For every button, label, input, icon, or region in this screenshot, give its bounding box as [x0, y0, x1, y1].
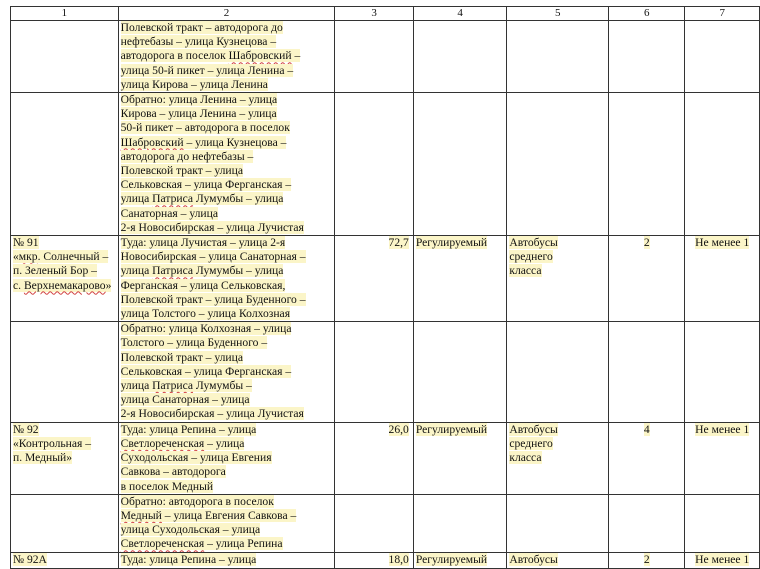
route-path-line — [121, 107, 333, 121]
route-path-line — [121, 379, 333, 393]
column-number: 1 — [11, 7, 119, 21]
table-row — [11, 494, 760, 552]
route-path-line-text: Ферганская – улица Сельковская, — [120, 278, 286, 292]
route-path-line — [121, 221, 333, 235]
bus-class-text: среднего — [509, 250, 553, 264]
spellcheck-word: мкр — [18, 250, 38, 264]
route-path-line — [121, 250, 333, 264]
route-path-line-text: Толстого – улица Буденного – — [120, 336, 268, 350]
route-path-line — [121, 207, 333, 221]
route-path-cell — [118, 236, 335, 322]
distance-cell — [335, 21, 414, 93]
route-path-line-text: улица Кирова – улица Ленина — [120, 77, 268, 91]
route-name-line-text: «мкр. Солнечный – — [13, 250, 109, 264]
route-path-line-text: улица 50-й пикет – улица Ленина – — [120, 63, 294, 77]
distance-value: 72,7 — [388, 236, 409, 250]
route-path-line — [121, 553, 333, 567]
route-name-cell — [11, 93, 119, 236]
route-path-line — [121, 264, 333, 278]
route-path-line-text: Туда: улица Лучистая – улица 2-я — [120, 236, 286, 250]
route-path-line-text: улица Санаторная – улица — [120, 393, 250, 407]
route-name-cell — [11, 322, 119, 422]
route-path-line-text: улица Патриса Лумумбы – улица — [120, 192, 284, 206]
route-path-line-text: Новосибирская – улица Санаторная – — [120, 250, 306, 264]
route-name-line — [13, 553, 116, 567]
bus-class-text: среднего — [509, 436, 553, 450]
interval-cell — [685, 422, 760, 494]
distance-cell — [335, 322, 414, 422]
route-path-line-text: автодорога до нефтебазы – — [120, 149, 254, 163]
route-path-line — [121, 480, 333, 494]
regime-cell — [413, 93, 507, 236]
route-path-line — [121, 351, 333, 365]
spellcheck-word: Патриса — [152, 379, 194, 393]
route-path-line-text: Светлореченская – улица Репина — [120, 537, 283, 551]
interval-cell — [685, 494, 760, 552]
bus-class-text: класса — [509, 264, 542, 278]
distance-cell — [335, 494, 414, 552]
spellcheck-word: Светлореченская — [120, 537, 205, 551]
regime-cell — [413, 552, 507, 568]
route-path-cell — [118, 552, 335, 568]
route-path-line — [121, 121, 333, 135]
column-number: 7 — [685, 7, 760, 21]
table-row — [11, 322, 760, 422]
interval-cell — [685, 21, 760, 93]
route-name-cell — [11, 494, 119, 552]
route-name-line — [13, 264, 116, 278]
bus-class-cell — [507, 236, 609, 322]
route-path-line-text: в поселок Медный — [120, 479, 214, 493]
route-path-line-text: улица Патриса Лумумбы – улица — [120, 264, 284, 278]
bus-class-line — [509, 264, 606, 278]
route-path-line — [121, 307, 333, 321]
route-path-cell — [118, 21, 335, 93]
distance-cell — [335, 422, 414, 494]
route-path-line-text: Туда: улица Репина – улица — [120, 422, 257, 436]
route-path-line-text: 2-я Новосибирская – улица Лучистая — [120, 220, 304, 234]
route-name-line — [13, 423, 116, 437]
table-row — [11, 93, 760, 236]
interval-cell — [685, 236, 760, 322]
bus-class-text: Автобусы — [509, 422, 558, 436]
route-path-line-text: Савкова – автодорога — [120, 465, 226, 479]
distance-cell — [335, 552, 414, 568]
route-path-line-text: Сельковская – улица Ферганская – — [120, 178, 292, 192]
bus-count-value: 2 — [643, 236, 650, 250]
route-path-line-text: нефтебазы – улица Кузнецова – — [120, 35, 277, 49]
route-path-line — [121, 407, 333, 421]
interval-value: Не менее 1 — [695, 422, 750, 436]
regime-value: Регулируемый — [415, 236, 488, 250]
route-path-line — [121, 451, 333, 465]
bus-class-line — [509, 423, 606, 437]
bus-class-text: Автобусы — [509, 552, 558, 566]
regime-cell — [413, 322, 507, 422]
route-name-cell — [11, 236, 119, 322]
bus-count-value: 2 — [643, 552, 650, 566]
bus-class-line — [509, 236, 606, 250]
table-row — [11, 236, 760, 322]
interval-cell — [685, 552, 760, 568]
bus-class-cell — [507, 93, 609, 236]
route-path-line — [121, 509, 333, 523]
route-name-line — [13, 437, 116, 451]
route-path-line-text: Светлореченская – улица — [120, 436, 245, 450]
route-path-line — [121, 178, 333, 192]
route-path-line-text: Кирова – улица Ленина – улица — [120, 107, 277, 121]
regime-value: Регулируемый — [415, 552, 488, 566]
route-name-line — [13, 250, 116, 264]
bus-class-line — [509, 451, 606, 465]
route-path-line-text: Туда: улица Репина – улица — [120, 552, 257, 566]
bus-class-cell — [507, 552, 609, 568]
route-path-line-text: улица Суходольская – улица — [120, 523, 261, 537]
interval-value: Не менее 1 — [695, 236, 750, 250]
route-path-line — [121, 537, 333, 551]
route-path-line — [121, 136, 333, 150]
bus-class-text: Автобусы — [509, 236, 558, 250]
route-path-line — [121, 495, 333, 509]
table-row — [11, 552, 760, 568]
route-path-line — [121, 164, 333, 178]
regime-value: Регулируемый — [415, 422, 488, 436]
route-path-line-text: 2-я Новосибирская – улица Лучистая — [120, 407, 304, 421]
route-name-line-text: п. Зеленый Бор – — [13, 264, 97, 278]
route-name-line-text: «Контрольная – — [13, 436, 92, 450]
spellcheck-word: Верхнемакарово — [23, 278, 106, 292]
bus-count-cell — [609, 422, 685, 494]
route-path-line — [121, 64, 333, 78]
route-path-line-text: улица Толстого – улица Колхозная — [120, 307, 291, 321]
regime-cell — [413, 422, 507, 494]
bus-class-line — [509, 437, 606, 451]
route-path-line — [121, 437, 333, 451]
bus-class-line — [509, 250, 606, 264]
route-name-cell — [11, 552, 119, 568]
table-row — [11, 21, 760, 93]
route-path-line-text: Шабровский – улица Кузнецова – — [120, 135, 287, 149]
bus-count-cell — [609, 322, 685, 422]
route-path-line-text: Суходольская – улица Евгения — [120, 451, 272, 465]
route-path-line — [121, 365, 333, 379]
route-name-line — [13, 236, 116, 250]
bus-count-cell — [609, 552, 685, 568]
route-path-line — [121, 322, 333, 336]
route-path-line-text: Полевской тракт – автодорога до — [120, 21, 283, 34]
column-number: 3 — [335, 7, 414, 21]
route-path-line-text: Полевской тракт – улица — [120, 164, 243, 178]
distance-value: 26,0 — [388, 422, 409, 436]
route-name-cell — [11, 422, 119, 494]
route-path-line — [121, 293, 333, 307]
route-path-line — [121, 236, 333, 250]
route-path-line — [121, 35, 333, 49]
route-path-line — [121, 279, 333, 293]
column-number: 6 — [609, 7, 685, 21]
route-path-line-text: Обратно: улица Ленина – улица — [120, 93, 278, 107]
regime-cell — [413, 236, 507, 322]
bus-class-text: класса — [509, 451, 542, 465]
bus-count-cell — [609, 236, 685, 322]
spellcheck-word: Светлореченская — [120, 436, 205, 450]
route-path-line — [121, 78, 333, 92]
bus-class-cell — [507, 21, 609, 93]
route-path-line-text: 50-й пикет – автодорога в поселок — [120, 121, 290, 135]
route-path-line — [121, 336, 333, 350]
route-path-line-text: улица Патриса Лумумбы – — [120, 379, 252, 393]
route-path-line-text: Полевской тракт – улица Буденного – — [120, 292, 306, 306]
route-path-line — [121, 393, 333, 407]
bus-class-cell — [507, 322, 609, 422]
route-name-line-text: № 92 — [13, 422, 39, 436]
interval-cell — [685, 93, 760, 236]
interval-value: Не менее 1 — [695, 552, 750, 566]
route-path-line — [121, 423, 333, 437]
distance-cell — [335, 236, 414, 322]
spellcheck-word: Патриса — [152, 264, 194, 278]
regime-cell — [413, 21, 507, 93]
spellcheck-word: Шабровский — [120, 135, 184, 149]
route-path-line-text: Обратно: улица Колхозная – улица — [120, 322, 292, 336]
route-path-line-text: Сельковская – улица Ферганская – — [120, 364, 292, 378]
bus-class-cell — [507, 494, 609, 552]
bus-class-cell — [507, 422, 609, 494]
route-path-line — [121, 49, 333, 63]
table-row — [11, 422, 760, 494]
route-path-line-text: автодорога в поселок Шабровский – — [120, 49, 301, 63]
route-name-line — [13, 451, 116, 465]
bus-class-line — [509, 553, 606, 567]
route-path-cell — [118, 494, 335, 552]
spellcheck-word: Медный — [120, 508, 162, 522]
route-path-line-text: Санаторная – улица — [120, 206, 218, 220]
distance-value: 18,0 — [388, 552, 409, 566]
column-number: 4 — [413, 7, 507, 21]
route-path-line — [121, 192, 333, 206]
route-name-line-text: № 91 — [13, 236, 39, 250]
route-path-cell — [118, 93, 335, 236]
interval-cell — [685, 322, 760, 422]
route-path-line — [121, 150, 333, 164]
route-name-line-text: п. Медный» — [13, 451, 73, 465]
bus-count-cell — [609, 21, 685, 93]
route-path-cell — [118, 422, 335, 494]
bus-count-value: 4 — [643, 422, 650, 436]
bus-count-cell — [609, 494, 685, 552]
route-path-line — [121, 465, 333, 479]
spellcheck-word: Патриса — [152, 192, 194, 206]
route-name-cell — [11, 21, 119, 93]
column-number: 5 — [507, 7, 609, 21]
bus-count-cell — [609, 93, 685, 236]
route-path-line — [121, 93, 333, 107]
route-path-line-text: Медный – улица Евгения Савкова – — [120, 508, 297, 522]
routes-table — [10, 6, 760, 569]
distance-cell — [335, 93, 414, 236]
column-number-row — [11, 7, 760, 21]
regime-cell — [413, 494, 507, 552]
route-path-line — [121, 21, 333, 35]
spellcheck-word: Шабровский — [228, 49, 292, 63]
route-name-line-text: с. Верхнемакарово» — [13, 278, 112, 292]
route-name-line — [13, 279, 116, 293]
route-path-line-text: Обратно: автодорога в поселок — [120, 494, 274, 508]
route-name-line-text: № 92А — [13, 552, 47, 566]
route-path-line-text: Полевской тракт – улица — [120, 350, 243, 364]
route-path-cell — [118, 322, 335, 422]
route-path-line — [121, 523, 333, 537]
column-number: 2 — [118, 7, 335, 21]
